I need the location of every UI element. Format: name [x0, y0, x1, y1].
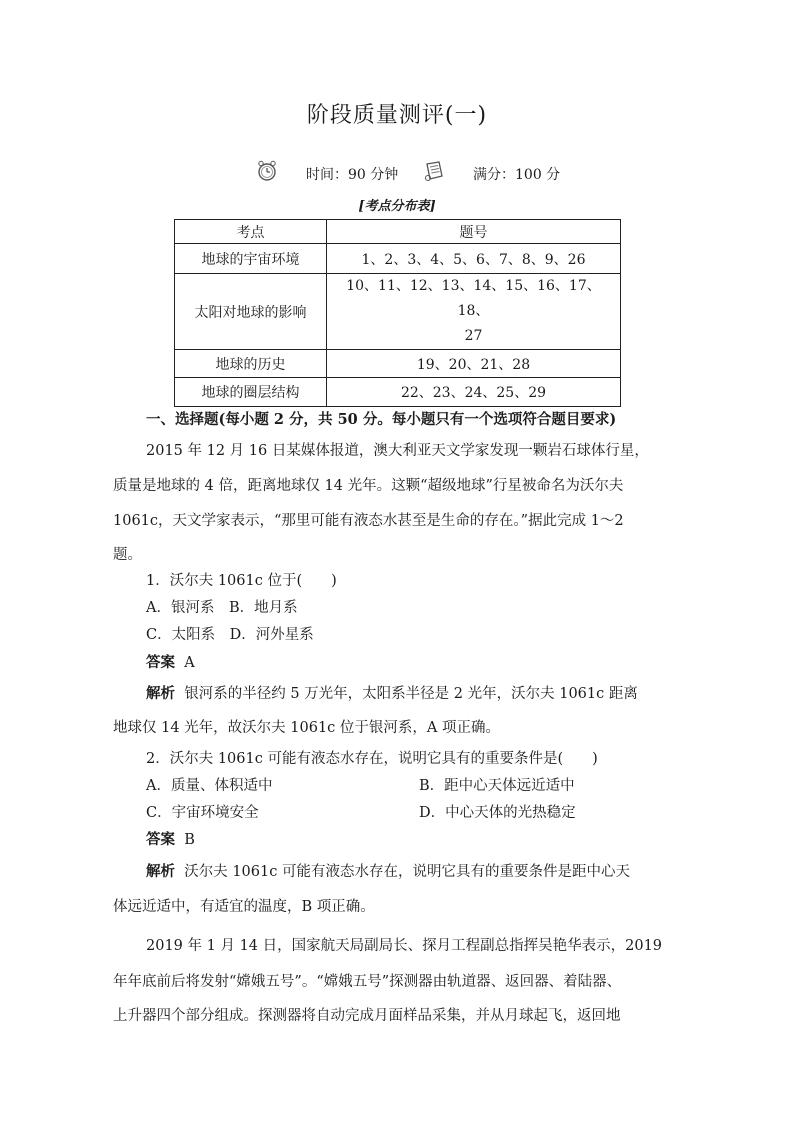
analysis-label: 解析 [146, 685, 175, 702]
table-row [175, 274, 621, 350]
passage-line: 题。 [113, 547, 142, 563]
passage-line: 质量是地球的 4 倍，距离地球仅 14 光年。这颗“超级地球”行星被命名为沃尔夫 [113, 478, 624, 494]
question-options: C．太阳系 D．河外星系 [146, 627, 314, 643]
row-questions [327, 274, 621, 350]
analysis-text: 银河系的半径约 5 万光年，太阳系半径是 2 光年，沃尔夫 1061c 距离 [184, 686, 638, 702]
row-topic: 地球的圈层结构 [175, 378, 327, 407]
answer-label: 答案 [146, 654, 175, 671]
row-questions: 22、23、24、25、29 [327, 378, 621, 407]
row-topic: 地球的历史 [175, 350, 327, 378]
row-questions-line: 10、11、12、13、14、15、16、17、18、 [346, 278, 601, 319]
scroll-icon [423, 160, 445, 182]
distribution-label: [考点分布表] [358, 199, 436, 214]
row-questions: 1、2、3、4、5、6、7、8、9、26 [327, 244, 621, 274]
analysis-line: 体远近适中，有适宜的温度，B 项正确。 [113, 899, 375, 915]
table-row [175, 350, 621, 378]
header-questions: 题号 [327, 220, 621, 244]
answer-line [146, 651, 195, 672]
option-a: A．质量、体积适中 [146, 778, 273, 794]
row-questions: 19、20、21、28 [327, 350, 621, 378]
passage-line: 2015 年 12 月 16 日某媒体报道，澳大利亚天文学家发现一颗岩石球体行星， [146, 443, 649, 459]
analysis-label: 解析 [146, 863, 175, 880]
passage-line: 年年底前后将发射“嫦娥五号”。“嫦娥五号”探测器由轨道器、返回器、着陆器、 [113, 974, 622, 990]
table-row [175, 244, 621, 274]
row-topic: 地球的宇宙环境 [175, 244, 327, 274]
clock-icon [257, 160, 277, 182]
question-options: A．银河系 B．地月系 [146, 600, 298, 616]
analysis-text: 沃尔夫 1061c 可能有液态水存在，说明它具有的重要条件是距中心天 [184, 864, 630, 880]
answer-line [146, 828, 195, 849]
page-title: 阶段质量测评(一) [306, 103, 488, 128]
header-topic: 考点 [175, 220, 327, 244]
row-topic: 太阳对地球的影响 [175, 274, 327, 350]
exam-score: 满分：100 分 [473, 167, 561, 183]
section-heading: 一、选择题(每小题 2 分，共 50 分。每小题只有一个选项符合题目要求) [146, 411, 617, 428]
table-row [175, 378, 621, 407]
analysis-line [146, 682, 638, 703]
row-questions-line: 27 [464, 328, 483, 344]
answer-label: 答案 [146, 831, 175, 848]
answer-value: B [184, 832, 195, 848]
passage-line: 上升器四个部分组成。探测器将自动完成月面样品采集，并从月球起飞，返回地 [113, 1008, 621, 1024]
topic-distribution-table [174, 219, 621, 407]
analysis-line: 地球仅 14 光年，故沃尔夫 1061c 位于银河系，A 项正确。 [113, 720, 500, 736]
exam-time: 时间：90 分钟 [306, 167, 399, 183]
option-b: B．距中心天体远近适中 [419, 778, 575, 794]
answer-value: A [184, 655, 195, 671]
question-stem: 1．沃尔夫 1061c 位于( ) [146, 573, 337, 589]
option-d: D．中心天体的光热稳定 [419, 805, 576, 821]
analysis-line [146, 860, 630, 881]
passage-line: 2019 年 1 月 14 日，国家航天局副局长、探月工程副总指挥吴艳华表示，2019 [146, 938, 663, 954]
table-header-row [175, 220, 621, 244]
question-stem: 2．沃尔夫 1061c 可能有液态水存在，说明它具有的重要条件是( ) [146, 751, 598, 767]
option-c: C．宇宙环境安全 [146, 805, 259, 821]
passage-line: 1061c，天文学家表示，“那里可能有液态水甚至是生命的存在。”据此完成 1～2 [113, 513, 624, 529]
